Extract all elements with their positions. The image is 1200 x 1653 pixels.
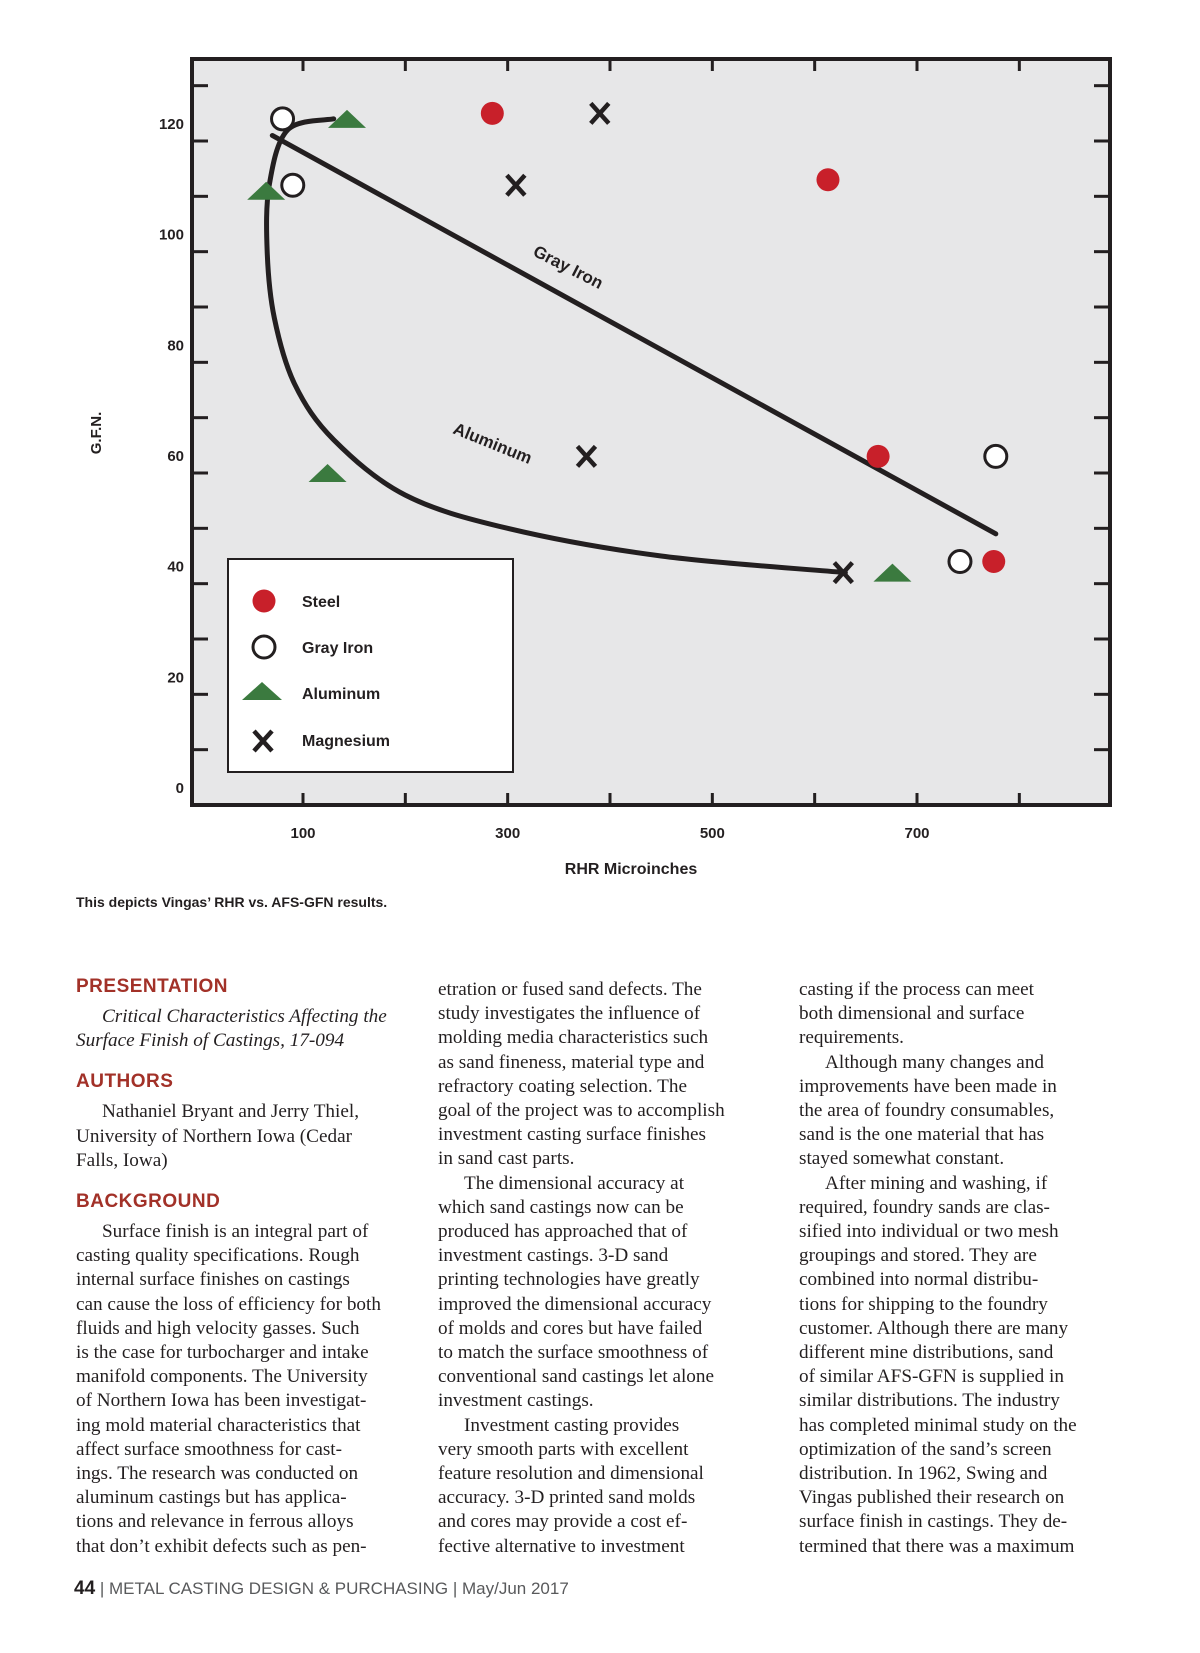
presentation-title-line: Surface Finish of Castings, 17-094 <box>76 1030 345 1052</box>
x-axis-label: RHR Microinches <box>564 861 698 878</box>
y-tick-label: 20 <box>167 669 184 687</box>
legend-steel-marker <box>253 590 276 613</box>
text-line: internal surface finishes on castings <box>76 1269 350 1291</box>
text-line: very smooth parts with excellent <box>438 1438 689 1460</box>
gray-iron-point <box>949 551 971 573</box>
text-line: ings. The research was conducted on <box>76 1463 359 1485</box>
text-line: groupings and stored. They are <box>799 1245 1037 1267</box>
text-line: Surface finish is an integral part of <box>102 1221 369 1243</box>
text-line: casting if the process can meet <box>799 979 1034 1000</box>
text-line: required, foundry sands are clas- <box>799 1196 1050 1218</box>
text-line: fluids and high velocity gasses. Such <box>76 1317 360 1339</box>
presentation-heading: PRESENTATION <box>76 976 229 997</box>
text-line: The dimensional accuracy at <box>464 1172 685 1194</box>
text-line: sified into individual or two mesh <box>799 1221 1059 1243</box>
text-line: different mine distributions, sand <box>799 1342 1054 1364</box>
legend-magnesium-label: Magnesium <box>302 733 391 751</box>
steel-point <box>867 445 890 468</box>
text-line: printing technologies have greatly <box>438 1269 700 1291</box>
text-line: customer. Although there are many <box>799 1317 1069 1339</box>
text-line: conventional sand castings let alone <box>438 1366 715 1388</box>
text-line: of molds and cores but have failed <box>438 1317 703 1339</box>
text-line: termined that there was a maximum <box>799 1535 1075 1557</box>
text-line: improvements have been made in <box>799 1075 1057 1097</box>
x-tick-label: 100 <box>290 825 316 842</box>
gray-iron-point <box>282 174 304 196</box>
text-line: University of Northern Iowa (Cedar <box>76 1125 352 1147</box>
text-line: stayed somewhat constant. <box>799 1148 1005 1170</box>
text-line: and cores may provide a cost ef- <box>438 1511 688 1533</box>
steel-point <box>481 102 504 125</box>
text-line: can cause the loss of efficiency for both <box>76 1293 381 1315</box>
text-line: optimization of the sand’s screen <box>799 1438 1052 1460</box>
text-line: tions for shipping to the foundry <box>799 1293 1048 1315</box>
text-line: that don’t exhibit defects such as pen- <box>76 1535 367 1557</box>
text-line: of similar AFS-GFN is supplied in <box>799 1366 1064 1388</box>
text-line: is the case for turbocharger and intake <box>76 1342 369 1364</box>
text-line: ing mold material characteristics that <box>76 1414 361 1436</box>
article-column-1 <box>76 975 411 1559</box>
figure-caption: This depicts Vingas’ RHR vs. AFS-GFN results. <box>76 894 388 910</box>
legend-aluminum-label: Aluminum <box>302 686 381 704</box>
x-tick-label: 700 <box>904 825 930 842</box>
text-line: which sand castings now can be <box>438 1196 684 1218</box>
text-line: goal of the project was to accomplish <box>438 1100 725 1122</box>
y-tick-label: 60 <box>167 448 184 465</box>
text-line: Vingas published their research on <box>799 1487 1065 1509</box>
background-text <box>76 1220 411 1559</box>
text-line: produced has approached that of <box>438 1221 688 1243</box>
steel-point <box>982 550 1005 573</box>
text-line: has completed minimal study on the <box>799 1414 1077 1436</box>
column-3-text <box>799 978 1134 1559</box>
steel-point <box>816 168 839 191</box>
y-axis-label: G.F.N. <box>88 411 105 455</box>
text-line: molding media characteristics such <box>438 1027 709 1049</box>
gray-iron-point <box>272 108 294 130</box>
text-line: as sand fineness, material type and <box>438 1051 705 1073</box>
text-line: affect surface smoothness for cast- <box>76 1438 343 1460</box>
text-line: combined into normal distribu- <box>799 1269 1039 1291</box>
legend-steel-label: Steel <box>302 594 341 612</box>
text-line: accuracy. 3-D printed sand molds <box>438 1487 696 1509</box>
y-tick-label: 100 <box>158 226 184 244</box>
text-line: aluminum castings but has applica- <box>76 1487 347 1509</box>
publication-info: | METAL CASTING DESIGN & PURCHASING | May/Jun 2017 <box>99 1579 569 1598</box>
legend <box>228 559 513 772</box>
gray-iron-point <box>985 445 1007 467</box>
column-2-text <box>438 978 773 1559</box>
text-line: Nathaniel Bryant and Jerry Thiel, <box>102 1101 359 1123</box>
text-line: refractory coating selection. The <box>438 1075 687 1097</box>
text-line: fective alternative to investment <box>438 1535 685 1557</box>
x-tick-label: 300 <box>495 825 521 842</box>
text-line: Falls, Iowa) <box>76 1149 168 1171</box>
authors-heading: AUTHORS <box>76 1071 174 1093</box>
text-line: to match the surface smoothness of <box>438 1342 709 1364</box>
article-column-3 <box>799 978 1134 1559</box>
text-line: investment casting surface finishes <box>438 1124 707 1146</box>
presentation-title-line: Critical Characteristics Affecting the <box>102 1006 387 1027</box>
text-line: of Northern Iowa has been investigat- <box>76 1390 367 1412</box>
text-line: requirements. <box>799 1027 904 1049</box>
y-tick-label: 80 <box>167 337 184 355</box>
curve-label-gray-iron: Gray Iron <box>530 241 607 293</box>
text-line: investment castings. 3-D sand <box>438 1245 669 1267</box>
legend-gray-iron-marker <box>253 636 275 658</box>
text-line: improved the dimensional accuracy <box>438 1293 712 1315</box>
x-tick-label: 500 <box>699 825 725 842</box>
y-tick-label: 40 <box>167 558 184 576</box>
page-number: 44 <box>74 1578 96 1599</box>
text-line: tions and relevance in ferrous alloys <box>76 1511 354 1533</box>
text-line: study investigates the influence of <box>438 1003 701 1025</box>
text-line: sand is the one material that has <box>799 1124 1045 1146</box>
background-heading: BACKGROUND <box>76 1191 221 1213</box>
legend-gray-iron-label: Gray Iron <box>302 640 374 658</box>
text-line: in sand cast parts. <box>438 1148 575 1170</box>
text-line: After mining and washing, if <box>825 1172 1048 1194</box>
text-line: Although many changes and <box>825 1051 1045 1073</box>
text-line: manifold components. The University <box>76 1366 368 1388</box>
text-line: casting quality specifications. Rough <box>76 1245 360 1267</box>
text-line: both dimensional and surface <box>799 1003 1025 1025</box>
text-line: etration or fused sand defects. The <box>438 979 702 1000</box>
page-footer <box>74 1578 569 1600</box>
authors-text <box>76 1100 411 1173</box>
y-tick-label: 0 <box>175 780 184 797</box>
text-line: the area of foundry consumables, <box>799 1100 1055 1122</box>
text-line: feature resolution and dimensional <box>438 1463 704 1485</box>
text-line: distribution. In 1962, Swing and <box>799 1463 1048 1485</box>
text-line: similar distributions. The industry <box>799 1390 1060 1412</box>
text-line: Investment casting provides <box>464 1414 680 1436</box>
article-column-2 <box>438 978 773 1559</box>
y-tick-label: 120 <box>158 116 184 133</box>
text-line: surface finish in castings. They de- <box>799 1511 1068 1533</box>
text-line: investment castings. <box>438 1390 594 1412</box>
curve-label-aluminum: Aluminum <box>450 419 535 468</box>
